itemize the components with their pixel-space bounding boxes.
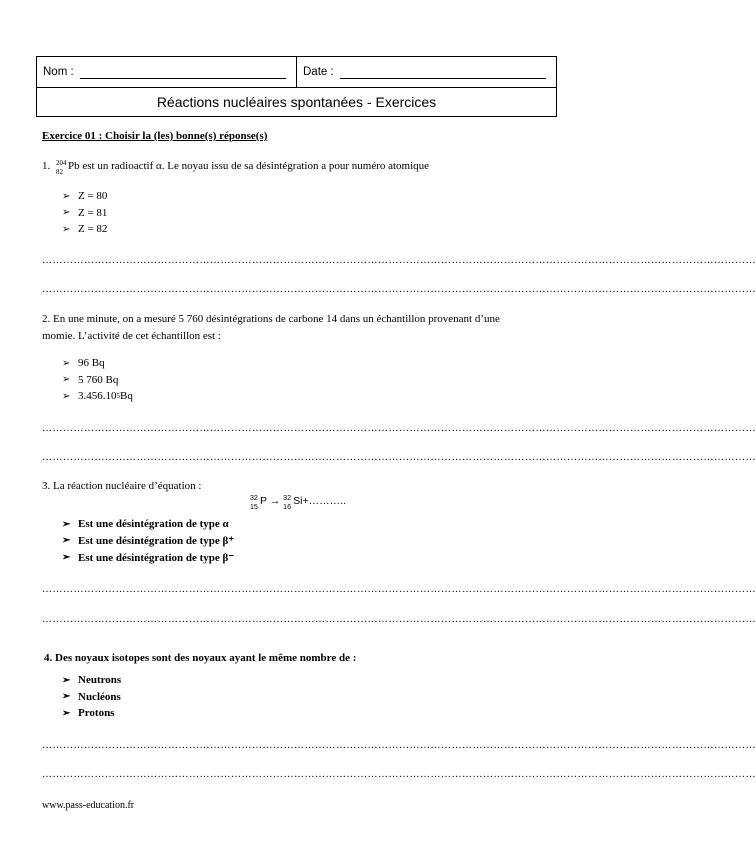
arrow-bullet-icon: ➢ [62, 535, 71, 547]
nuclear-equation [250, 495, 346, 512]
answer-line[interactable]: …………………………………………………………………………………………………………………………………………………………………………………… [42, 614, 756, 625]
eq-p-mass: 32 [250, 495, 258, 503]
question-4: 4. Des noyaux isotopes sont des noyaux ayant le même nombre de : [44, 652, 357, 664]
q1-mass-number: 204 [56, 159, 67, 168]
arrow-bullet-icon: ➢ [62, 390, 71, 402]
answer-line[interactable]: …………………………………………………………………………………………………………………………………………………………………………………… [42, 769, 756, 780]
arrow-bullet-icon: ➢ [62, 674, 71, 686]
q4-option[interactable] [62, 672, 121, 689]
eq-p-symbol: P [260, 495, 267, 507]
q3-option[interactable] [62, 533, 234, 550]
arrow-bullet-icon: ➢ [62, 190, 71, 202]
q4-option-label: Neutrons [78, 674, 122, 687]
answer-line[interactable]: …………………………………………………………………………………………………………………………………………………………………………………… [42, 255, 756, 266]
date-label: Date : [303, 66, 334, 78]
eq-tail: +……….. [302, 495, 346, 507]
q2-option3-unit: Bq [120, 390, 133, 403]
nom-blank-line[interactable] [80, 66, 286, 79]
q1-atomic-number: 82 [56, 168, 63, 177]
nom-field[interactable] [37, 57, 297, 87]
date-blank-line[interactable] [340, 66, 546, 79]
answer-line[interactable]: …………………………………………………………………………………………………………………………………………………………………………………… [42, 452, 756, 463]
eq-si-mass: 32 [283, 495, 291, 503]
arrow-bullet-icon: ➢ [62, 223, 71, 235]
q3-option-label: Est une désintégration de type β⁺ [78, 535, 235, 548]
eq-p-atomic: 15 [250, 504, 258, 512]
question-1 [42, 158, 552, 175]
q3-option[interactable] [62, 549, 234, 566]
q2-option[interactable] [62, 372, 133, 389]
eq-si-atomic: 16 [283, 504, 291, 512]
date-field[interactable] [297, 57, 556, 87]
question-3: 3. La réaction nucléaire d’équation : [42, 480, 202, 492]
q1-option-label: Z = 80 [78, 190, 108, 203]
eq-si-symbol: Si [293, 495, 303, 507]
q2-option3-base: 3.456.10 [78, 390, 117, 403]
q3-options [62, 516, 234, 566]
q1-symbol: Pb [68, 160, 80, 172]
q1-option[interactable] [62, 205, 107, 222]
q3-option-label: Est une désintégration de type α [78, 518, 229, 531]
q1-number: 1. [42, 160, 51, 172]
q1-option[interactable] [62, 221, 107, 238]
q2-options [62, 355, 133, 405]
answer-line[interactable]: …………………………………………………………………………………………………………………………………………………………………………………… [42, 423, 756, 434]
q2-option[interactable] [62, 388, 133, 405]
answer-line[interactable]: …………………………………………………………………………………………………………………………………………………………………………………… [42, 284, 756, 295]
q2-option3-exponent: 5 [116, 392, 120, 401]
arrow-bullet-icon: ➢ [62, 691, 71, 703]
arrow-bullet-icon: ➢ [62, 518, 71, 530]
q4-option[interactable] [62, 705, 121, 722]
eq-arrow: → [269, 495, 281, 507]
arrow-bullet-icon: ➢ [62, 374, 71, 386]
footer-url: www.pass-education.fr [42, 800, 135, 811]
q4-option-label: Nucléons [78, 690, 121, 703]
q2-option[interactable] [62, 355, 133, 372]
q4-options [62, 672, 121, 722]
q2-option-label: 5 760 Bq [78, 373, 119, 386]
q1-text: est un radioactif α. Le noyau issu de sa désintégration a pour numéro atomique [79, 160, 430, 172]
q1-option-label: Z = 81 [78, 206, 108, 219]
page-title: Réactions nucléaires spontanées - Exercices [156, 94, 437, 110]
q1-options [62, 188, 107, 238]
q2-text-line2: momie. L’activité de cet échantillon est : [42, 330, 221, 342]
header-fields-row [37, 57, 556, 88]
arrow-bullet-icon: ➢ [62, 357, 71, 369]
q3-option[interactable] [62, 516, 234, 533]
q1-option[interactable] [62, 188, 107, 205]
arrow-bullet-icon: ➢ [62, 707, 71, 719]
answer-line[interactable]: …………………………………………………………………………………………………………………………………………………………………………………… [42, 584, 756, 595]
arrow-bullet-icon: ➢ [62, 207, 71, 219]
q4-option[interactable] [62, 689, 121, 706]
arrow-bullet-icon: ➢ [62, 551, 71, 563]
q3-option-label: Est une désintégration de type β⁻ [78, 551, 235, 564]
header-box [36, 56, 557, 117]
q2-option-label: 96 Bq [78, 357, 105, 370]
question-2 [42, 311, 552, 345]
nom-label: Nom : [43, 66, 74, 78]
q1-option-label: Z = 82 [78, 223, 108, 236]
answer-line[interactable]: …………………………………………………………………………………………………………………………………………………………………………………… [42, 740, 756, 751]
q4-option-label: Protons [78, 707, 115, 720]
q2-text-line1: 2. En une minute, on a mesuré 5 760 désintégrations de carbone 14 dans un échantillon provenant d’une [42, 313, 500, 325]
exercise-heading: Exercice 01 : Choisir la (les) bonne(s) réponse(s) [42, 130, 268, 142]
